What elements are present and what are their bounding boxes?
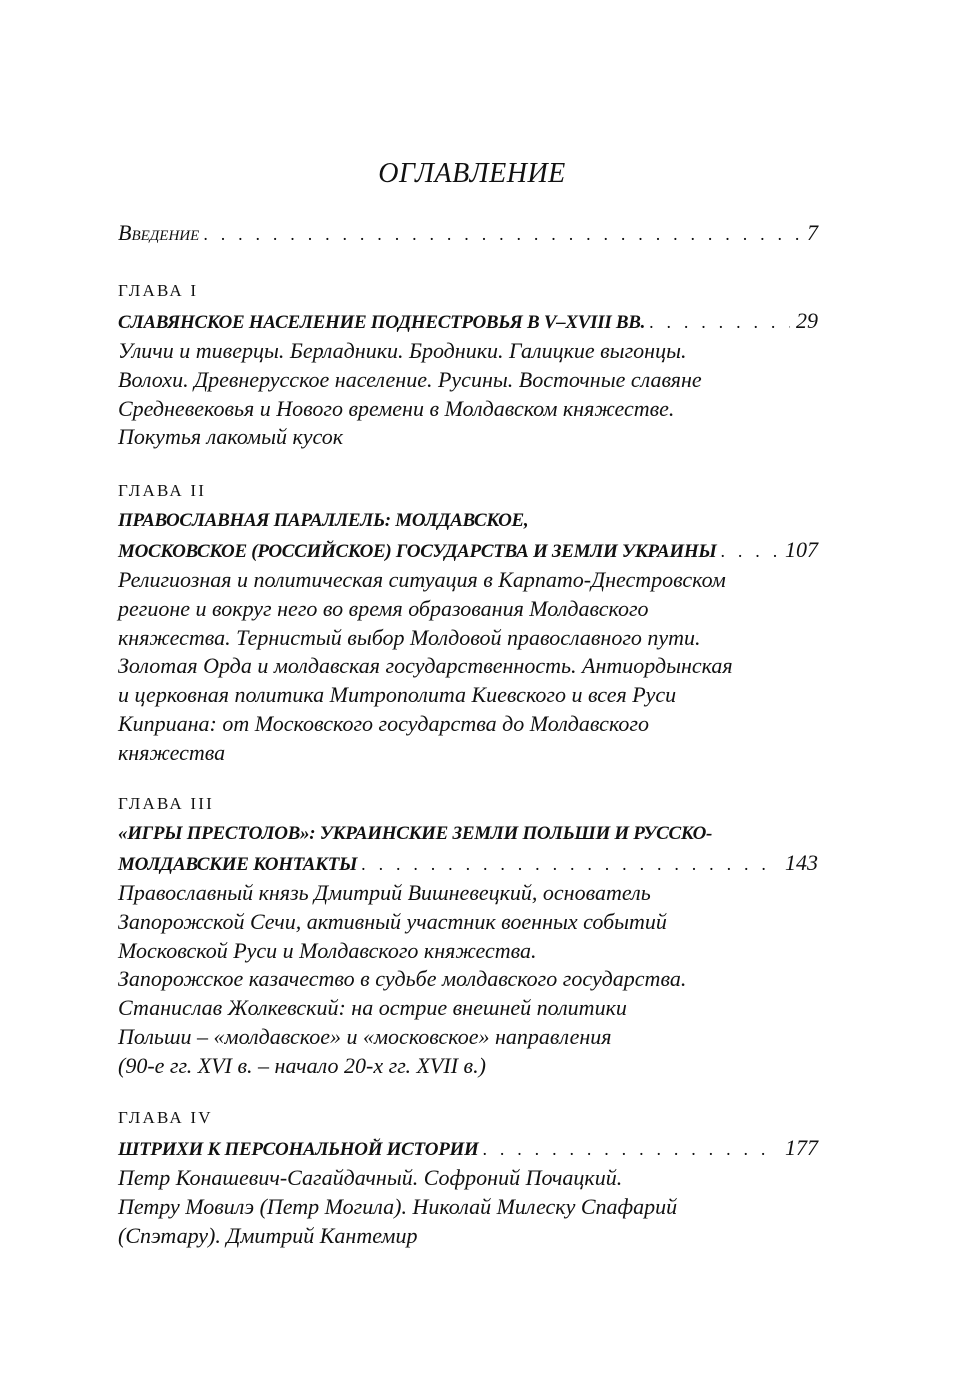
- toc-entry-chapter-2: [118, 480, 818, 768]
- dot-leader: [649, 308, 790, 337]
- toc-line: [118, 535, 818, 566]
- chapter-description-line: Петр Конашевич-Сагайдачный. Софроний Почацкий.: [118, 1165, 623, 1190]
- chapter-description-line: Золотая Орда и молдавская государственность. Антиордынская: [118, 653, 733, 679]
- dot-leader: [203, 220, 801, 249]
- chapter-description-line: регионе и вокруг него во время образования Молдавского: [118, 595, 649, 621]
- chapter-description-line: Станислав Жолкевский: на острие внешней политики: [118, 995, 627, 1021]
- chapter-title: ШТРИХИ К ПЕРСОНАЛЬНОЙ ИСТОРИИ: [118, 1139, 479, 1160]
- chapter-title: «ИГРЫ ПРЕСТОЛОВ»: УКРАИНСКИЕ ЗЕМЛИ ПОЛЬШИ И РУССКО-: [118, 823, 713, 844]
- chapter-title: МОЛДАВСКИЕ КОНТАКТЫ: [118, 854, 358, 875]
- chapter-label: ГЛАВА III: [118, 794, 214, 813]
- chapter-description-line: Польши – «молдавское» и «московское» направления: [118, 1023, 612, 1049]
- chapter-title: ПРАВОСЛАВНАЯ ПАРАЛЛЕЛЬ: МОЛДАВСКОЕ,: [118, 510, 529, 531]
- chapter-description-line: Петру Мовилэ (Петр Могила). Николай Милеску Спафарий: [118, 1193, 678, 1219]
- toc-entry-chapter-4: [118, 1107, 818, 1250]
- chapter-description-line: Уличи и тиверцы. Берладники. Бродники. Галицкие выгонцы.: [118, 338, 687, 363]
- chapter-description-line: Запорожской Сечи, активный участник военных событий: [118, 908, 667, 934]
- page-number: 29: [796, 308, 818, 333]
- dot-leader: [721, 537, 780, 566]
- toc-entry-chapter-3: [118, 793, 818, 1081]
- dot-leader: [361, 850, 779, 879]
- chapter-description-line: (Спэтару). Дмитрий Кантемир: [118, 1222, 418, 1248]
- chapter-description-line: Волохи. Древнерусское население. Русины. Восточные славяне: [118, 366, 702, 392]
- chapter-label: ГЛАВА II: [118, 481, 207, 500]
- intro-label: Введение: [118, 220, 200, 245]
- page-title: ОГЛАВЛЕНИЕ: [378, 158, 566, 189]
- page-number: 177: [785, 1135, 818, 1160]
- page-number: 7: [807, 220, 818, 245]
- chapter-title: СЛАВЯНСКОЕ НАСЕЛЕНИЕ ПОДНЕСТРОВЬЯ В V–XVIII ВВ.: [118, 312, 646, 333]
- toc-entry-chapter-1: [118, 280, 818, 452]
- dot-leader: [482, 1135, 779, 1164]
- chapter-title: МОСКОВСКОЕ (РОССИЙСКОЕ) ГОСУДАРСТВА И ЗЕМЛИ УКРАИНЫ: [118, 541, 717, 562]
- chapter-description-line: Запорожское казачество в судьбе молдавского государства.: [118, 966, 687, 992]
- chapter-description-line: Московской Руси и Молдавского княжества.: [118, 937, 537, 963]
- toc-line: [118, 848, 818, 879]
- chapter-description-line: Киприана: от Московского государства до Молдавского: [118, 710, 649, 736]
- page-number: 143: [785, 850, 818, 875]
- toc-entry-intro: [118, 218, 818, 249]
- chapter-description-line: (90-е гг. XVI в. – начало 20-х гг. XVII в.): [118, 1052, 486, 1078]
- chapter-label: ГЛАВА I: [118, 281, 199, 300]
- chapter-label: ГЛАВА IV: [118, 1108, 213, 1127]
- chapter-description-line: княжества: [118, 739, 226, 765]
- chapter-description-line: Средневековья и Нового времени в Молдавском княжестве.: [118, 395, 675, 421]
- toc-line: [118, 218, 818, 249]
- chapter-description-line: Религиозная и политическая ситуация в Карпато-Днестровском: [118, 567, 726, 592]
- chapter-description-line: и церковная политика Митрополита Киевского и всея Руси: [118, 682, 677, 708]
- chapter-description-line: Покутья лакомый кусок: [118, 424, 344, 450]
- chapter-description-line: княжества. Тернистый выбор Молдовой православного пути.: [118, 624, 701, 650]
- chapter-description-line: Православный князь Дмитрий Вишневецкий, основатель: [118, 880, 651, 905]
- toc-line: [118, 1133, 818, 1164]
- toc-line: [118, 306, 818, 337]
- page-number: 107: [785, 537, 818, 562]
